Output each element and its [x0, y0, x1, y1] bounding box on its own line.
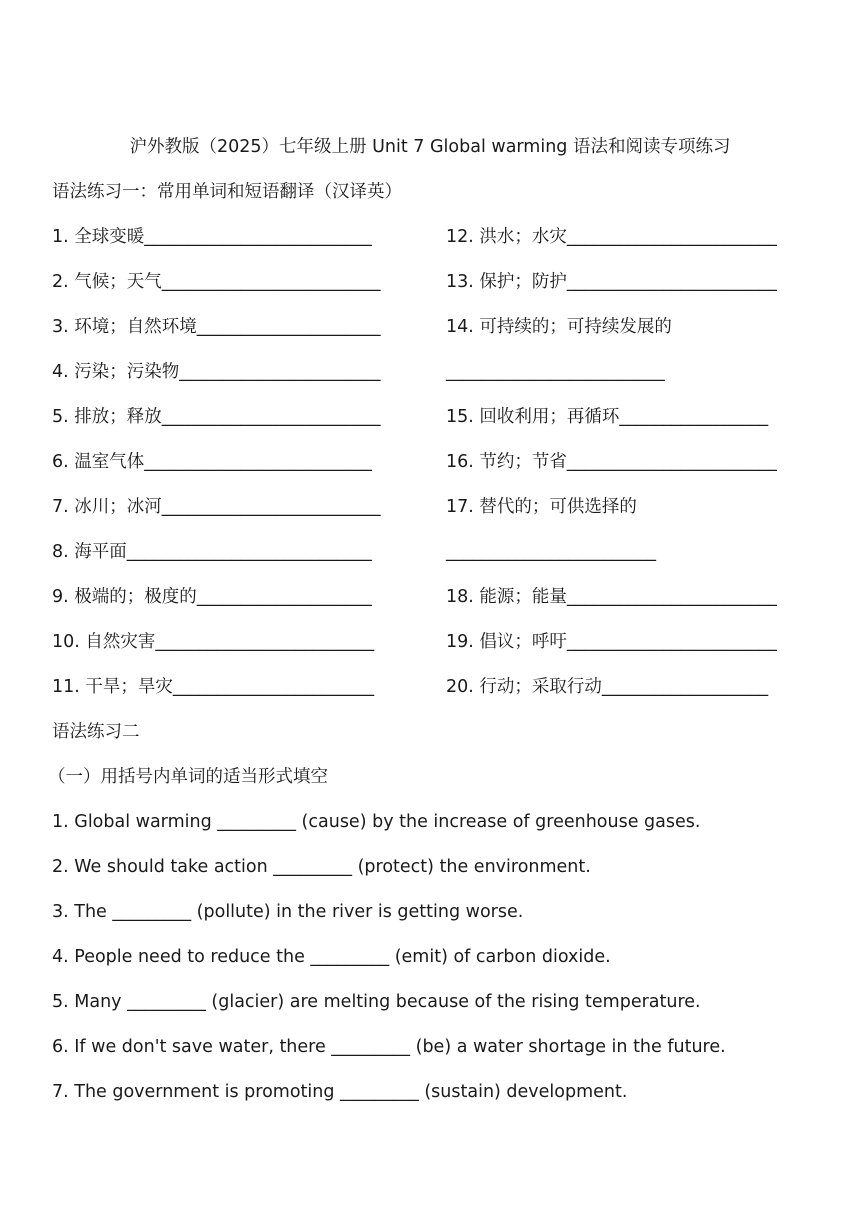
vocab-item-17: 17. 替代的；可供选择的	[446, 497, 637, 517]
section2-subheading: （一）用括号内单词的适当形式填空	[48, 767, 328, 787]
fill-item-5: 5. Many _________ (glacier) are melting because of the rising temperature.	[52, 992, 701, 1012]
fill-item-4: 4. People need to reduce the _________ (emit) of carbon dioxide.	[52, 947, 611, 967]
vocab-item-17-blank: ________________________	[446, 542, 656, 562]
vocab-item-15: 15. 回收利用；再循环_________________	[446, 407, 769, 427]
vocab-item-6: 6. 温室气体__________________________	[52, 452, 372, 472]
vocab-item-9: 9. 极端的；极度的____________________	[52, 587, 372, 607]
fill-item-1: 1. Global warming _________ (cause) by the increase of greenhouse gases.	[52, 812, 701, 832]
fill-item-7: 7. The government is promoting _________ (sustain) development.	[52, 1082, 628, 1102]
vocab-item-5: 5. 排放；释放_________________________	[52, 407, 381, 427]
vocab-item-1: 1. 全球变暖__________________________	[52, 227, 372, 247]
vocab-item-16: 16. 节约；节省________________________	[446, 452, 777, 472]
fill-item-3: 3. The _________ (pollute) in the river is getting worse.	[52, 902, 524, 922]
vocab-item-19: 19. 倡议；呼吁________________________	[446, 632, 777, 652]
section1-heading: 语法练习一：常用单词和短语翻译（汉译英）	[52, 182, 402, 202]
vocab-item-12: 12. 洪水；水灾________________________	[446, 227, 777, 247]
fill-item-2: 2. We should take action _________ (protect) the environment.	[52, 857, 591, 877]
vocab-item-14-blank: _________________________	[446, 362, 665, 382]
vocab-item-20: 20. 行动；采取行动___________________	[446, 677, 769, 697]
vocab-item-13: 13. 保护；防护________________________	[446, 272, 777, 292]
fill-item-6: 6. If we don't save water, there _________ (be) a water shortage in the future.	[52, 1037, 726, 1057]
vocab-item-3: 3. 环境；自然环境_____________________	[52, 317, 381, 337]
vocab-item-7: 7. 冰川；冰河_________________________	[52, 497, 381, 517]
vocab-item-8: 8. 海平面____________________________	[52, 542, 372, 562]
vocab-item-2: 2. 气候；天气_________________________	[52, 272, 381, 292]
section2-heading: 语法练习二	[52, 722, 140, 742]
page-title: 沪外教版（2025）七年级上册 Unit 7 Global warming 语法和阅读专项练习	[129, 137, 731, 157]
vocab-item-14: 14. 可持续的；可持续发展的	[446, 317, 672, 337]
vocab-item-11: 11. 干旱；旱灾_______________________	[52, 677, 375, 697]
vocab-item-18: 18. 能源；能量________________________	[446, 587, 777, 607]
vocab-item-4: 4. 污染；污染物_______________________	[52, 362, 381, 382]
vocab-item-10: 10. 自然灾害_________________________	[52, 632, 375, 652]
